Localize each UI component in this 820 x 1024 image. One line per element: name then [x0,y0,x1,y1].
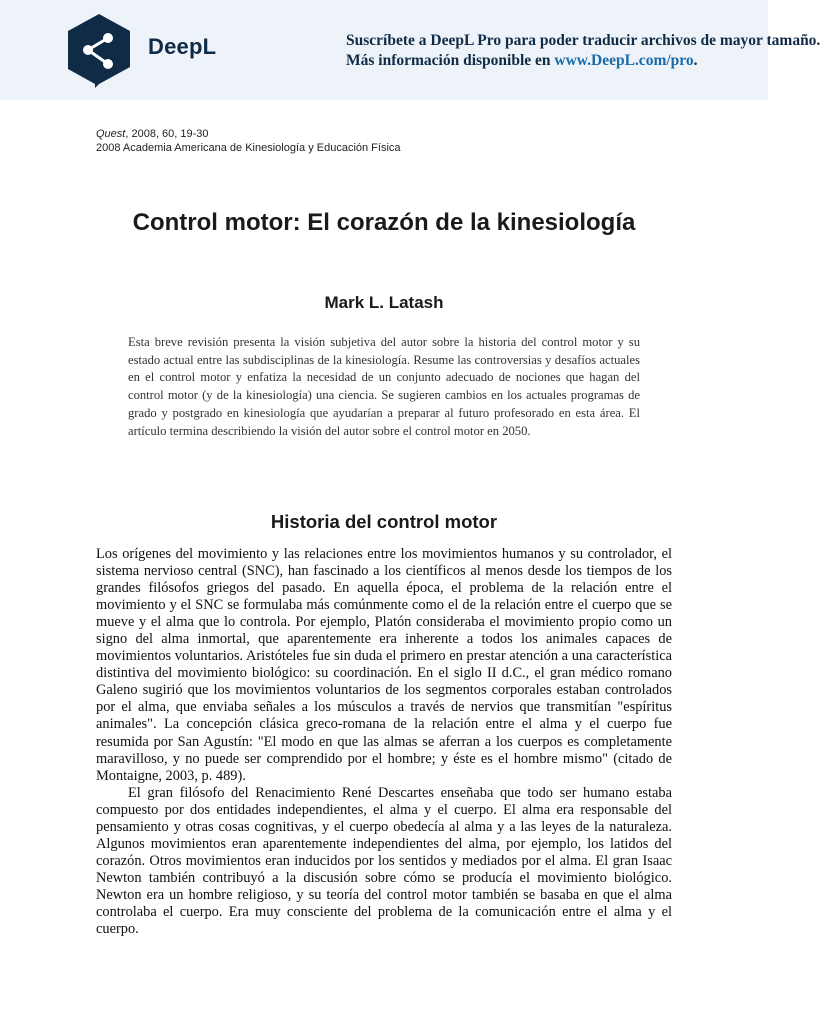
journal-citation [96,127,401,141]
citation-block [96,127,401,155]
body-paragraph: El gran filósofo del Renacimiento René Descartes enseñaba que todo ser humano estaba compuesto por dos entidades independientes, el alma y el cuerpo. El alma era responsable del pensamiento y otras cosas cognitivas, y el cuerpo obedecía al alma y a las leyes de la naturaleza. Algunos movimientos eran aparentemente independientes del alma, por ejemplo, los latidos del corazón. Otros movimientos eran inducidos por los sentidos y mediados por el alma. El gran Isaac Newton también contribuyó a la discusión sobre cómo se producía el movimiento biológico. Newton era un hombre religioso, y su teoría del control motor también se basaba en que el alma controlaba el cuerpo. Era muy consciente del problema de la comunicación entre el alma y el cuerpo. [96,784,672,938]
promo-line-1: Suscríbete a DeepL Pro para poder traducir archivos de mayor tamaño. [346,32,820,49]
article-abstract: Esta breve revisión presenta la visión subjetiva del autor sobre la historia del control motor y su estado actual entre las subdisciplinas de la kinesiología. Resume las controversias y desafíos actuales en el control motor y enfatiza la necesidad de un conjunto adecuado de nociones que hagan del control motor (y de la kinesiología) una ciencia. Se sugieren cambios en los actuales programas de grado y postgrado en kinesiología que ayudarían a preparar al futuro profesorado en esta área. El artículo termina describiendo la visión del autor sobre el control motor en 2050. [128,335,640,438]
deepl-logo-icon[interactable] [64,12,134,90]
body-paragraph: Los orígenes del movimiento y las relaciones entre los movimientos humanos y su controlador, el sistema nervioso central (SNC), han fascinado a los científicos al menos desde los tiempos de los grandes filósofos griegos del pasado. En aquella época, el problema de la relación entre el movimiento y el SNC se formulaba más comúnmente como el de la relación entre el cuerpo que se mueve y el alma que lo controla. Por ejemplo, Platón consideraba el movimiento propio como un signo del alma inmortal, que aparentemente era inherente a todos los animales capaces de movimientos voluntarios. Aristóteles fue sin duda el primero en prestar atención a una característica distintiva del movimiento biológico: su coordinación. En el siglo II d.C., el gran médico romano Galeno sugirió que los movimientos voluntarios de los segmentos corporales estaban controlados por el alma, que enviaba señales a los músculos a través de nervios que transmitían "espíritus animales". La concepción clásica greco-romana de la relación entre el alma y el cuerpo fue resumida por San Agustín: "El modo en que las almas se aferran a los cuerpos es completamente maravilloso, y no puede ser comprendido por el hombre; y éste es el hombre mismo" (citado de Montaigne, 2003, p. 489). [96,546,672,784]
journal-volume-pages: , 2008, 60, 19-30 [125,128,209,140]
promo-line-2 [346,51,820,71]
deepl-logo-text[interactable]: DeepL [148,34,217,59]
promo-text [346,31,820,71]
article-author: Mark L. Latash [324,293,444,312]
promo-line-2-suffix: . [693,52,698,69]
deepl-pro-link[interactable]: www.DeepL.com/pro [554,52,694,69]
publisher-line: 2008 Academia Americana de Kinesiología y Educación Física [96,142,401,154]
article-title: Control motor: El corazón de la kinesiología [132,209,636,236]
section-heading: Historia del control motor [270,511,498,532]
promo-line-2-prefix: Más información disponible en [346,52,555,69]
journal-name: Quest [96,128,126,140]
deepl-promo-banner [0,0,820,100]
section-body [96,546,672,938]
